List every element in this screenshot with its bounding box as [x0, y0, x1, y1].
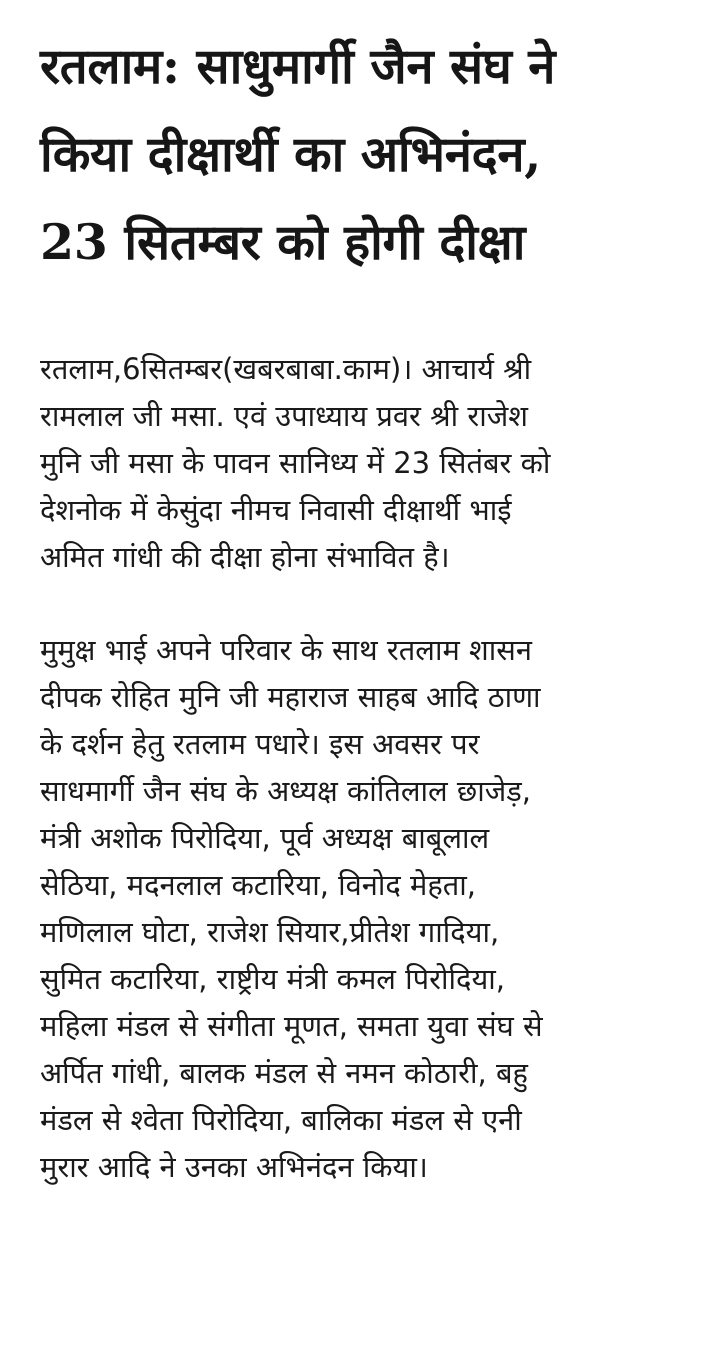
- article-paragraph-2: [40, 627, 680, 1191]
- paragraph-line: मंडल से श्वेता पिरोदिया, बालिका मंडल से एनी: [40, 1103, 522, 1137]
- paragraph-line: दीपक रोहित मुनि जी महाराज साहब आदि ठाणा: [40, 680, 541, 714]
- paragraph-line: अर्पित गांधी, बालक मंडल से नमन कोठारी, बहु: [40, 1056, 528, 1090]
- paragraph-line: महिला मंडल से संगीता मूणत, समता युवा संघ से: [40, 1009, 543, 1043]
- paragraph-line: मुमुक्ष भाई अपने परिवार के साथ रतलाम शासन: [40, 633, 532, 667]
- headline-line: 23 सितम्बर को होगी दीक्षा: [40, 213, 526, 271]
- paragraph-line: रतलाम,6सितम्बर(खबरबाबा.काम)। आचार्य श्री: [40, 352, 532, 386]
- paragraph-line: देशनोक में केसुंदा नीमच निवासी दीक्षार्थी भाई: [40, 493, 512, 527]
- paragraph-line: के दर्शन हेतु रतलाम पधारे। इस अवसर पर: [40, 727, 480, 761]
- paragraph-line: सेठिया, मदनलाल कटारिया, विनोद मेहता,: [40, 868, 477, 902]
- headline-line: रतलाम: साधुमार्गी जैन संघ ने: [40, 37, 556, 95]
- paragraph-line: मुनि जी मसा के पावन सानिध्य में 23 सितंबर को: [40, 446, 551, 480]
- article-paragraph-1: [40, 346, 680, 581]
- paragraph-line: मंत्री अशोक पिरोदिया, पूर्व अध्यक्ष बाबूलाल: [40, 821, 490, 855]
- paragraph-line: मणिलाल घोटा, राजेश सियार,प्रीतेश गादिया,: [40, 915, 500, 949]
- article-headline: [40, 22, 680, 286]
- headline-line: किया दीक्षार्थी का अभिनंदन,: [40, 125, 542, 183]
- paragraph-line: मुरार आदि ने उनका अभिनंदन किया।: [40, 1150, 428, 1184]
- paragraph-line: साधमार्गी जैन संघ के अध्यक्ष कांतिलाल छाजेड़,: [40, 774, 532, 808]
- paragraph-line: सुमित कटारिया, राष्ट्रीय मंत्री कमल पिरोदिया,: [40, 962, 505, 996]
- paragraph-line: अमित गांधी की दीक्षा होना संभावित है।: [40, 540, 450, 574]
- paragraph-line: रामलाल जी मसा. एवं उपाध्याय प्रवर श्री राजेश: [40, 399, 529, 433]
